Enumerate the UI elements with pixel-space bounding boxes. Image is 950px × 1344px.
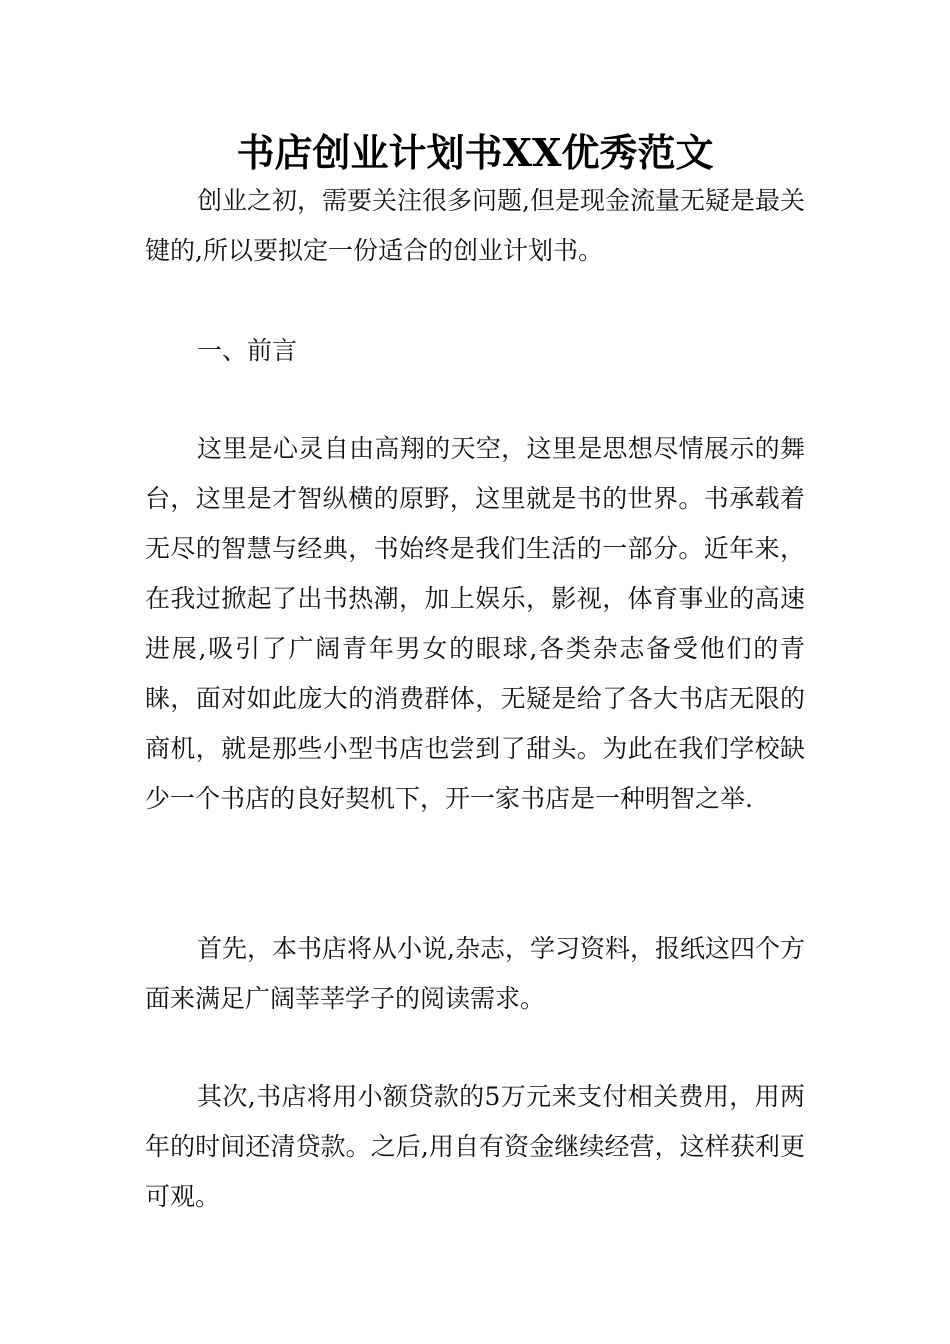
- intro-paragraph: 创业之初，需要关注很多问题,但是现金流量无疑是最关键的,所以要拟定一份适合的创业计划书。: [145, 186, 805, 265]
- second-point-paragraph: 其次,书店将用小额贷款的5万元来支付相关费用，用两年的时间还清贷款。之后,用自有资金继续经营，这样获利更可观。: [145, 1082, 805, 1211]
- document-title: 书店创业计划书XX优秀范文: [236, 130, 714, 175]
- first-point-paragraph: 首先，本书店将从小说,杂志，学习资料，报纸这四个方面来满足广阔莘莘学子的阅读需求。: [145, 934, 805, 1013]
- section-heading-preface: 一、前言: [197, 336, 298, 365]
- preface-paragraph: 这里是心灵自由高翔的天空，这里是思想尽情展示的舞台，这里是才智纵横的原野，这里就是书的世界。书承载着无尽的智慧与经典，书始终是我们生活的一部分。近年来，在我过掀起了出书热潮，加上娱乐，影视，体育事业的高速进展,吸引了广阔青年男女的眼球,各类杂志备受他们的青睐，面对如此庞大的消费群体，无疑是给了各大书店无限的商机，就是那些小型书店也尝到了甜头。为此在我们学校缺少一个书店的良好契机下，开一家书店是一种明智之举.: [145, 434, 805, 813]
